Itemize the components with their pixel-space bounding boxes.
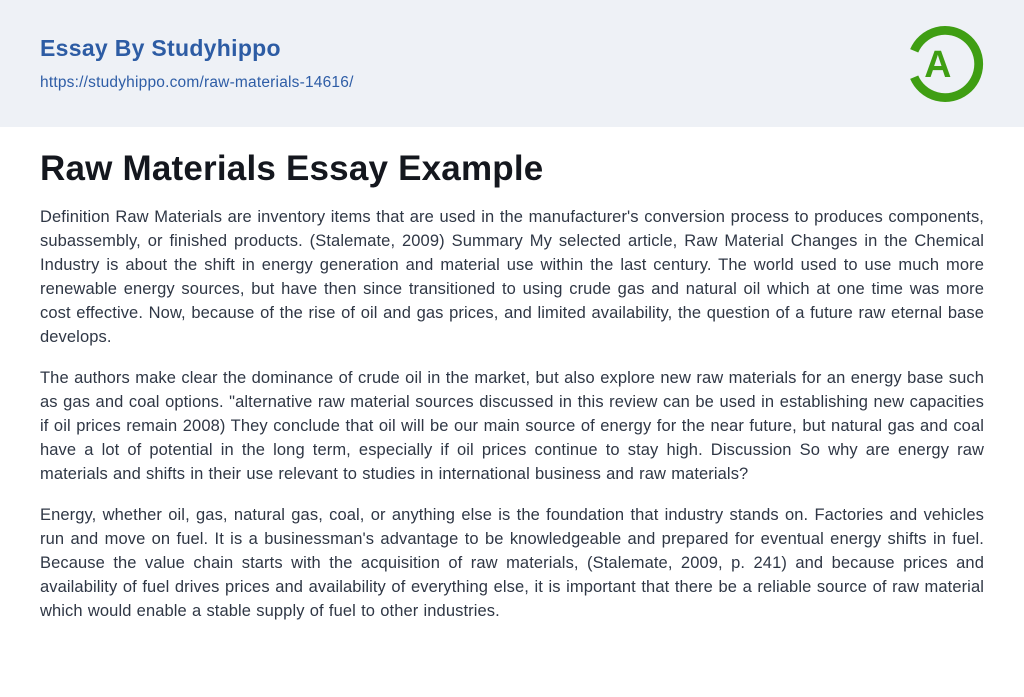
page-title: Raw Materials Essay Example — [40, 149, 544, 188]
logo-letter: A — [924, 42, 952, 85]
essay-url-link[interactable]: https://studyhippo.com/raw-materials-14616/ — [40, 74, 354, 91]
essay-paragraph-1: Definition Raw Materials are inventory items that are used in the manufacturer's conversion process to produces components, subassembly, or finished products. (Stalemate, 2009) Summary My selected article, Raw Material Changes in the Chemical Industry is about the shift in energy generation and material use within the last century. The world used to use much more renewable energy sources, but have then since transitioned to using crude gas and natural oil which at one time was more cost effective. Now, because of the rise of oil and gas prices, and limited availability, the question of a future raw eternal base develops. — [40, 208, 984, 346]
studyhippo-logo-icon — [905, 16, 985, 112]
essay-paragraph-2: The authors make clear the dominance of crude oil in the market, but also explore new raw materials for an energy base such as gas and coal options. "alternative raw material sources discussed in this review can be used in establishing new capacities if oil prices remain 2008) They conclude that oil will be our main source of energy for the near future, but natural gas and coal have a lot of potential in the long term, especially if oil prices continue to stay high. Discussion So why are energy raw materials and shifts in their use relevant to studies in international business and raw materials? — [40, 369, 984, 483]
header-text-block — [40, 35, 354, 92]
essay-article — [0, 127, 1024, 623]
page-header — [0, 0, 1024, 127]
brand-title: Essay By Studyhippo — [40, 35, 281, 61]
essay-paragraph-3: Energy, whether oil, gas, natural gas, coal, or anything else is the foundation that industry stands on. Factories and vehicles run and move on fuel. It is a businessman's advantage to be knowledgeable and prepared for eventual energy shifts in fuel. Because the value chain starts with the acquisition of raw materials, (Stalemate, 2009, p. 241) and because prices and availability of fuel drives prices and availability of everything else, it is important that there be a reliable source of raw material which would enable a stable supply of fuel to other industries. — [40, 506, 984, 620]
